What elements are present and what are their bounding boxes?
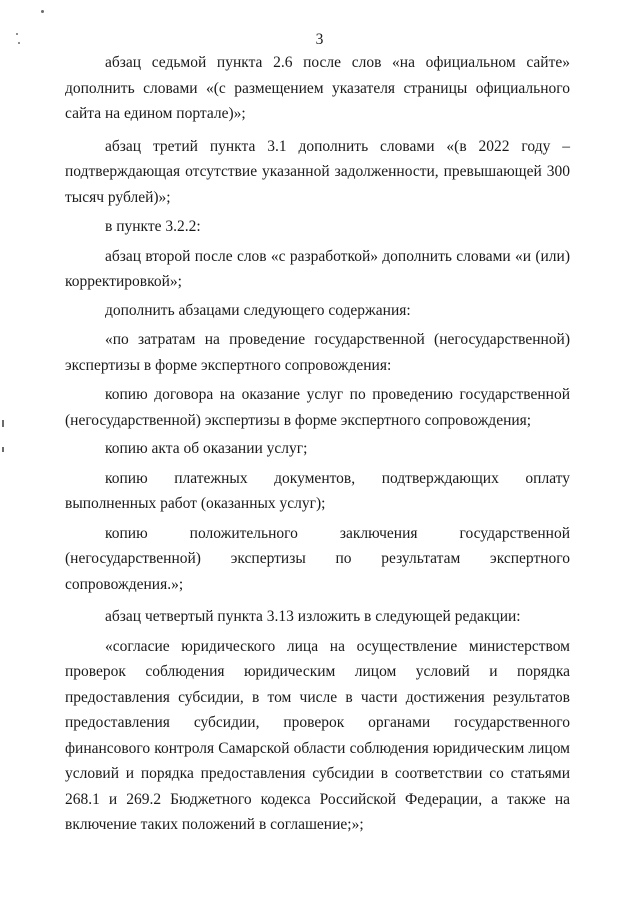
paragraph-consent-text: «согласие юридического лица на осуществление министерством проверок соблюдения юридическим лицом условий и порядка предоставления субсидии, в том числе в части достижения результатов предоставления субсидии, проверок органами государственного финансового контроля Самарской области соблюдения юридическим лицом условий и порядка предоставления субсидии в соответствии со статьями 268.1 и 269.2 Бюджетного кодекса Российской Федерации, а также на включение таких положений в соглашение;»; <box>65 637 570 833</box>
paragraph-expert-costs: «по затратам на проведение государственной (негосударственной) экспертизы в форме экспертного сопровождения: <box>65 331 570 374</box>
paragraph-act-copy: копию акта об оказании услуг; <box>105 440 308 457</box>
paragraph-payment-docs: копию платежных документов, подтверждающих оплату выполненных работ (оказанных услуг); <box>65 469 570 512</box>
paragraph-amend-3-13: абзац четвертый пункта 3.13 изложить в следующей редакции: <box>105 608 521 625</box>
paragraph-positive-conclusion: копию положительного заключения государственной (негосударственной) экспертизы по результатам экспертного сопровождения.»; <box>65 524 570 593</box>
document-body <box>65 50 570 838</box>
paragraph-amend-second-abzac: абзац второй после слов «с разработкой» дополнить словами «и (или) корректировкой»; <box>65 247 570 290</box>
page-number: 3 <box>315 31 324 48</box>
scan-speck <box>41 10 44 13</box>
paragraph-amend-2-6: абзац седьмой пункта 2.6 после слов «на официальном сайте» дополнить словами «(с размещением указателя страницы официального сайта на едином портале)»; <box>65 54 570 122</box>
paragraph-add-abzacs: дополнить абзацами следующего содержания: <box>105 301 411 319</box>
paragraph-section-3-2-2: в пункте 3.2.2: <box>105 218 201 235</box>
paragraph-amend-3-1: абзац третий пункта 3.1 дополнить словами «(в 2022 году – подтверждающая отсутствие указанной задолженности, превышающей 300 тысяч рублей)»; <box>65 137 570 206</box>
scan-margin-mark <box>2 420 4 427</box>
scan-margin-mark <box>2 447 4 452</box>
paragraph-contract-copy: копию договора на оказание услуг по проведению государственной (негосударственной) экспертизы в форме экспертного сопровождения; <box>65 386 570 429</box>
